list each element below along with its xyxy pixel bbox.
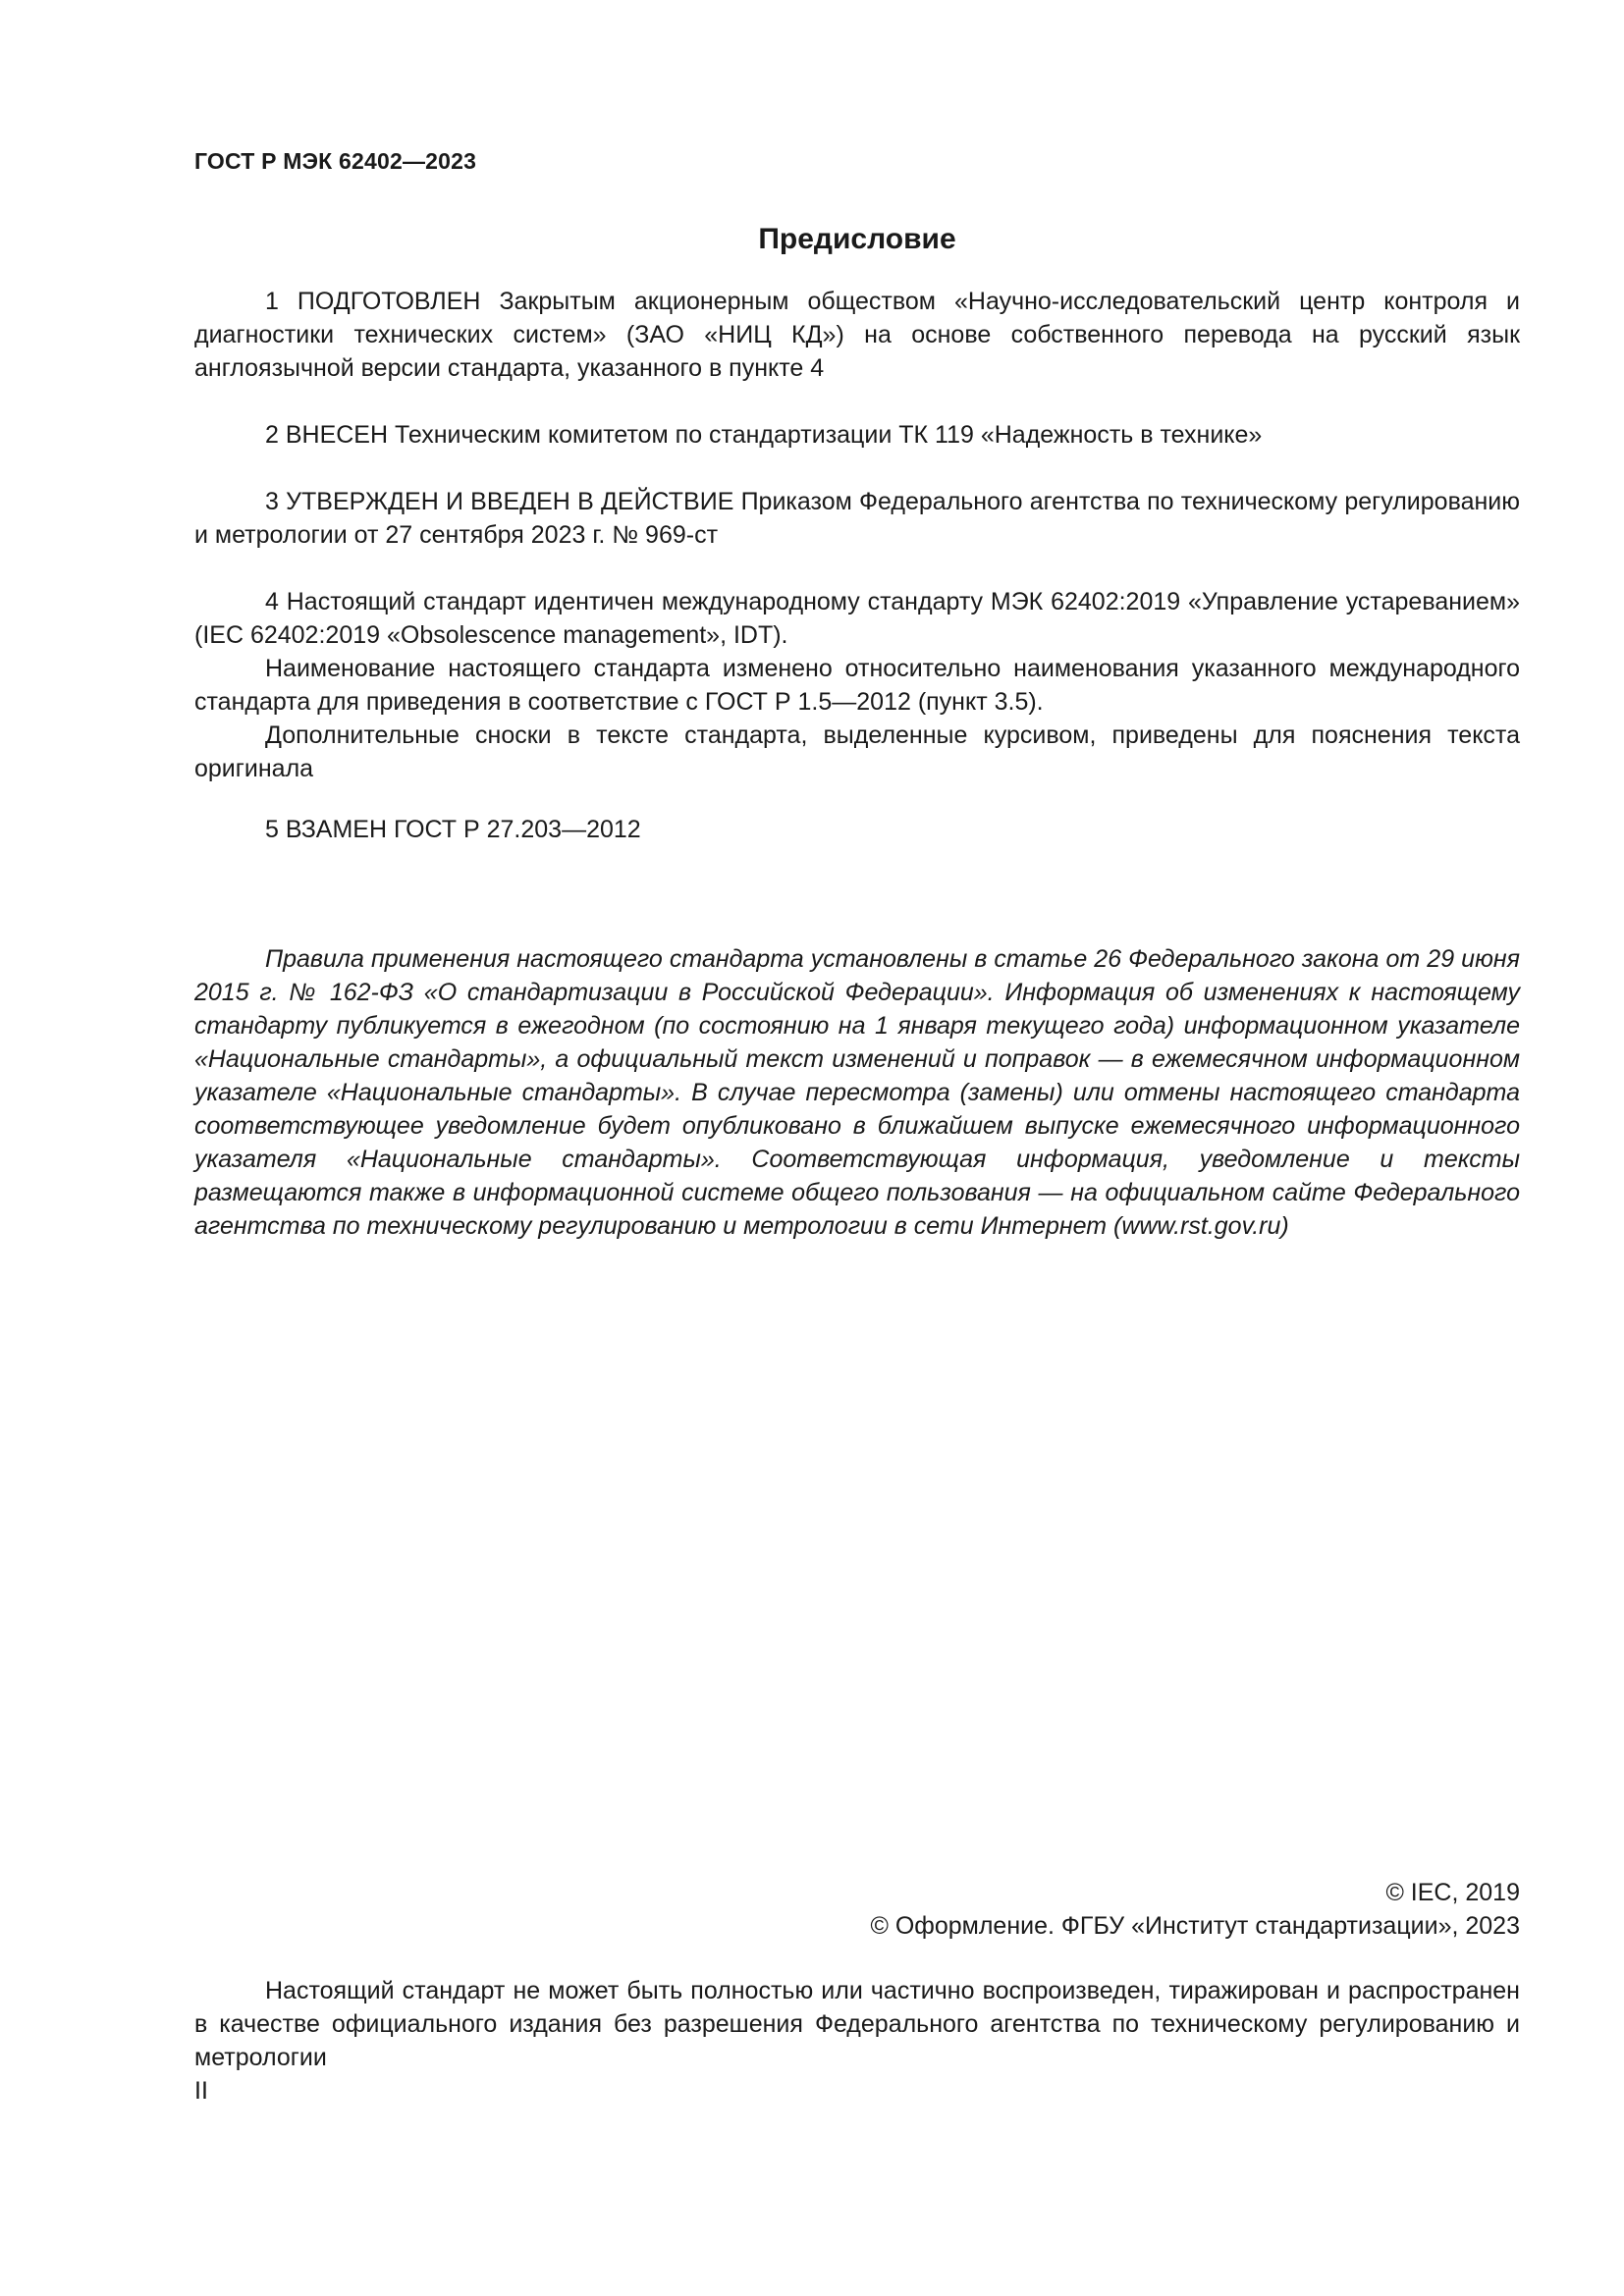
document-code-header: ГОСТ Р МЭК 62402—2023 — [194, 148, 477, 174]
page-number: II — [194, 2077, 208, 2105]
section-3-line-1: 3 УТВЕРЖДЕН И ВВЕДЕН В ДЕЙСТВИЕ Приказом Федерального агентства по техническому регулированию и метрологии от 27 сентября 2023 г. № 969-ст — [194, 488, 1520, 549]
section-4-line-3: Дополнительные сноски в тексте стандарта, выделенные курсивом, приведены для пояснения текста оригинала — [194, 721, 1520, 782]
copyright-iec: © IEC, 2019 — [1385, 1879, 1520, 1906]
copyright-institute: © Оформление. ФГБУ «Институт стандартизации», 2023 — [870, 1912, 1520, 1940]
section-4-line-1: 4 Настоящий стандарт идентичен международному стандарту МЭК 62402:2019 «Управление устареванием» (IEC 62402:2019 «Obsolescence management», IDT). — [194, 588, 1520, 649]
section-4-identical — [194, 585, 1520, 785]
section-1-line-1: 1 ПОДГОТОВЛЕН Закрытым акционерным обществом «Научно-исследовательский центр контроля и диагностики технических систем» (ЗАО «НИЦ КД») на основе собственного перевода на русский язык англоязычной версии стандарта, указанного в пункте 4 — [194, 288, 1520, 382]
rules-of-application-notice: Правила применения настоящего стандарта установлены в статье 26 Федерального закона от 29 июня 2015 г. № 162-ФЗ «О стандартизации в Российской Федерации». Информация об изменениях к настоящему стандарту публикуется в ежегодном (по состоянию на 1 января текущего года) информационном указателе «Национальные стандарты», а официальный текст изменений и поправок — в ежемесячном информационном указателе «Национальные стандарты». В случае пересмотра (замены) или отмены настоящего стандарта соответствующее уведомление будет опубликовано в ближайшем выпуске ежемесячного информационного указателя «Национальные стандарты». Соответствующая информация, уведомление и тексты размещаются также в информационной системе общего пользования — на официальном сайте Федерального агентства по техническому регулированию и метрологии в сети Интернет (www.rst.gov.ru) — [194, 945, 1520, 1240]
section-4-line-2: Наименование настоящего стандарта изменено относительно наименования указанного международного стандарта для приведения в соответствие с ГОСТ Р 1.5—2012 (пункт 3.5). — [194, 655, 1520, 716]
reproduction-notice: Настоящий стандарт не может быть полностью или частично воспроизведен, тиражирован и распространен в качестве официального издания без разрешения Федерального агентства по техническому регулированию и метрологии — [194, 1977, 1520, 2071]
page-title: Предисловие — [758, 223, 956, 255]
section-2-line-1: 2 ВНЕСЕН Техническим комитетом по стандартизации ТК 119 «Надежность в технике» — [265, 421, 1263, 449]
section-2-submitted — [194, 418, 1520, 452]
section-1-prepared — [194, 285, 1520, 385]
copyright-block — [194, 1876, 1520, 1943]
section-3-approved — [194, 485, 1520, 552]
section-5-replaces — [194, 813, 1520, 846]
section-5-line-1: 5 ВЗАМЕН ГОСТ Р 27.203—2012 — [265, 816, 641, 843]
